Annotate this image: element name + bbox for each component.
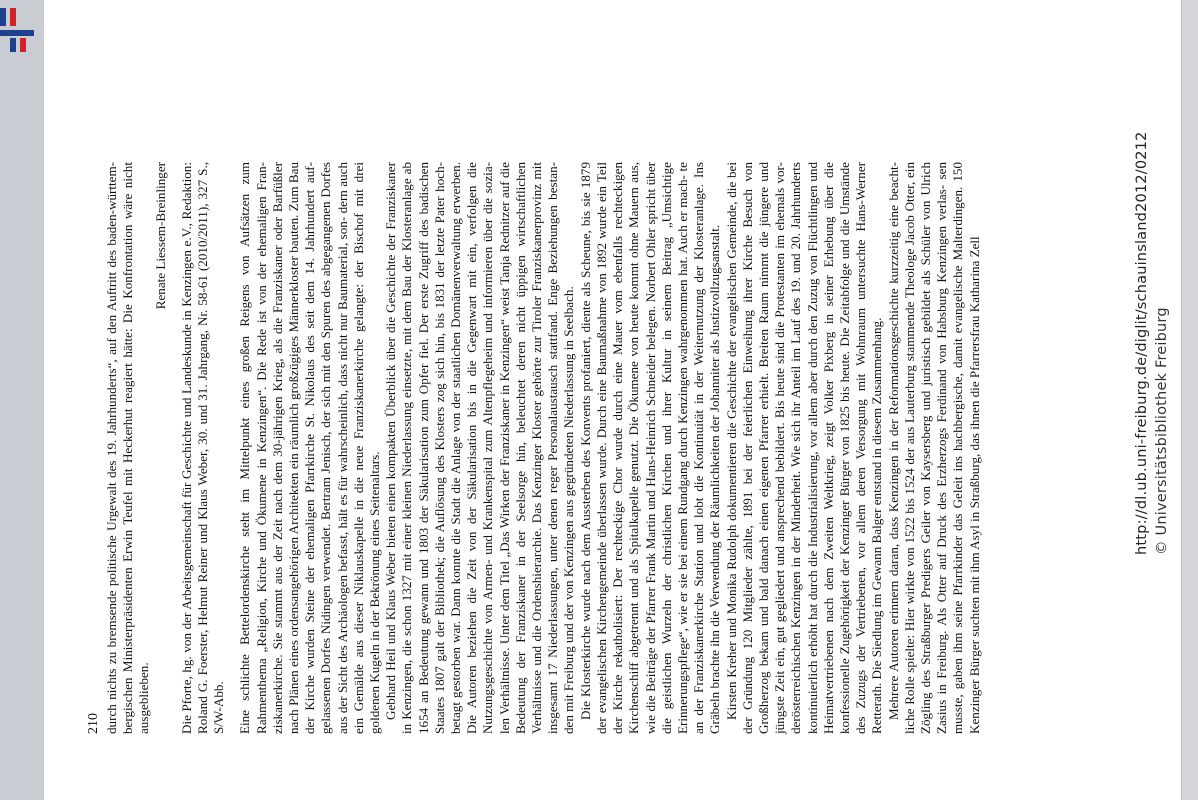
watermark-copyright: © Universitätsbibliothek Freiburg (1154, 307, 1170, 555)
paragraph: Mehrere Autoren erinnern daran, dass Kenzingen in der Reformationsgeschichte kurzzeitig eine beacht- liche Rolle spielte: Hier wirkte von 1522 bis 1524 der aus Lauterburg stammende Theologe Jacob Otter, ein Zögling des Straßburger Predigers Geiler von Kaysersberg und juristisch gebildet als Schüler von Ulrich Zasius in Freiburg. Als Otter auf Druck des Erzherzogs Ferdinand von Habsburg Kenzingen verlas- sen musste, gaben ihm seine Pfarrkinder das Geleit ins hachbergische, damit evangelische Malterdingen. 150 Kenzinger Bürger suchten mit ihm Asyl in Straßburg, das ihnen die Pfarrersfrau Katharina Zell (885, 162, 982, 734)
paragraph: durch nichts zu bremsende politische Urgewalt des 19. Jahrhunderts“, auf den Auftritt des baden-württem- bergischen Ministerpräsidenten Erwin Teufel mit Heckerhut reagiert hätte: Die Konfrontation wäre nicht ausgeblieben. (104, 162, 152, 734)
rotated-page-content (44, 0, 1182, 800)
paragraph: Die Klosterkirche wurde nach dem Aussterben des Konvents profaniert, diente als Scheune, bis sie 1879 der evangelischen Kirchengemeinde überlassen wurde. Durch eine Baumaßnahme von 1892 wurde ein Teil der Kirche rekatholisiert: Der rechteckige Chor wurde durch eine Mauer vom ebenfalls rechteckigen Kirchenschiff abgetrennt und als Spitalkapelle genutzt. Die Ökumene von heute kommt ohne Mauern aus, wie die Beiträge der Pfarrer Frank Martin und Hans-Heinrich Schneider belegen. Norbert Ohler spricht über die geistlichen Wurzeln der christlichen Kirchen und ihrer Kultur in seinem Beitrag „Umsichtige Erinnerungspflege“, wie er sie bei einem Rundgang durch Kenzingen wahrgenommen hat. Auch er mach- te an der Franziskanerkirche Station und lobt die Kontinuität in der Weiternutzung der Klosteranlage. Ins Gräbeln brachte ihn die Verwendung der Räumlichkeiten der Johanniter als Justizvollzugsanstalt. (577, 162, 723, 734)
bibliographic-entry: Die Pforte, hg. von der Arbeitsgemeinschaft für Geschichte und Landeskunde in Kenzingen e.V., Redaktion: Roland G. Foerster, Helmut Reiner und Klaus Weber, 30. und 31. Jahrgang, Nr. 58-61 (2010/2011), 327 S., S/W-Abb. (178, 162, 227, 734)
paragraph: Kirsten Kreher und Monika Rudolph dokumentieren die Geschichte der evangelischen Gemeinde, die bei der Gründung 120 Mitglieder zählte, 1891 bei der feierlichen Einweihung ihrer Kirche Besuch von Großherzog bekam und bald danach einen eigenen Pfarrer erhielt. Breiten Raum nimmt die jüngere und jüngste Zeit ein, gut gegliedert und ansprechend bebildert. Bis heute sind die Protestanten im ehemals vor- derösterreichischen Kenzingen in der Minderheit. Wie sich ihr Anteil im Lauf des 19. und 20. Jahrhunderts kontinuierlich erhöht hat durch die Industrialisierung, vor allem aber durch den Zuzug von Flüchtlingen und Heimatvertriebenen nach dem Zweiten Weltkrieg, zeigt Volker Pixberg in seiner Erhebung über die konfessionelle Zugehörigkeit der Kenzinger Bürger von 1825 bis heute. Die Zeitabfolge und die Umstände des Zuzugs der Vertriebenen, vor allem deren Versorgung mit Wohnraum untersuchte Hans-Werner Retterath. Die Siedlung im Gewann Balger entstand in diesem Zusammenhang. (723, 162, 885, 734)
paragraph: Gebhard Heil und Klaus Weber bieten einen kompakten Überblick über die Geschichte der Franziskaner in Kenzingen, die schon 1327 mit einer kleinen Niederlassung einsetzte, mit dem Bau der Klosteranlage ab 1654 an Bedeutung gewann und 1803 der Säkularisation zum Opfer fiel. Der erste Zugriff des badischen Staates 1807 galt der Bibliothek; die Auflösung des Klosters zog sich hin, bis 1831 der letzte Pater hoch- betagt gestorben war. Dann konnte die Stadt die Anlage von der staatlichen Domänenverwaltung erwerben. Die Autoren beziehen die Zeit von der Säkularisation bis in die Gegenwart mit ein, verfolgen die Nutzungsgeschichte von Armen- und Krankenspital zum Altenpflegeheim und informieren über die sozia- len Verhältnisse. Unter dem Titel „Das Wirken der Franziskaner in Kenzingen“ weist Tanja Rednitzer auf die Bedeutung der Franziskaner in der Seelsorge hin, beleuchtet deren nicht üppigen wirtschaftlichen Verhältnisse und die Ordenshierarchie. Das Kenzinger Kloster gehörte zur Tiroler Franziskanerprovinz mit insgesamt 17 Niederlassungen, unter denen reger Personalaustausch stattfand. Enge Beziehungen bestan- den mit Freiburg und der von Kenzingen aus gegründeten Niederlassung in Seelbach. (383, 162, 577, 734)
university-logo-icon (0, 8, 40, 52)
viewer-left-margin (0, 0, 44, 800)
scanned-page (44, 0, 1182, 800)
vertical-scrollbar[interactable] (1181, 0, 1198, 800)
paragraph: Eine schlichte Bettelordenskirche steht im Mittelpunkt eines großen Reigens von Aufsätzen zum Rahmenthema „Religion, Kirche und Ökumene in Kenzingen“. Die Rede ist von der ehemaligen Fran- ziskanerkirche. Sie stammt aus der Zeit nach dem 30-jährigen Krieg, als die Franziskaner oder Barfüßler nach Plänen eines ordensangehörigen Architekten ein räumlich großzügiges Männerkloster bauten. Zum Bau der Kirche wurden Steine der ehemaligen Pfarrkirche St. Nikolaus des seit dem 14. Jahrhundert auf- gelassenen Dorfes Nidingen verwendet. Bertram Jenisch, der sich mit den Spuren des abgegangenen Dorfes aus der Sicht des Archäologen befasst, hält es für wahrscheinlich, dass nicht nur Baumaterial, son- dern auch ein Gemälde aus dieser Niklauskapelle in die neue Franziskanerkirche gelangte: der Bischof mit drei goldenen Kugeln in der Bekrönung eines Seitenaltars. (237, 162, 383, 734)
review-author: Renate Liessem-Breinlinger (152, 162, 168, 310)
article-column (104, 162, 983, 734)
watermark-url: http://dl.ub.uni-freiburg.de/diglit/schauinsland2012/0212 (1134, 131, 1150, 555)
page-number: 210 (86, 713, 101, 734)
